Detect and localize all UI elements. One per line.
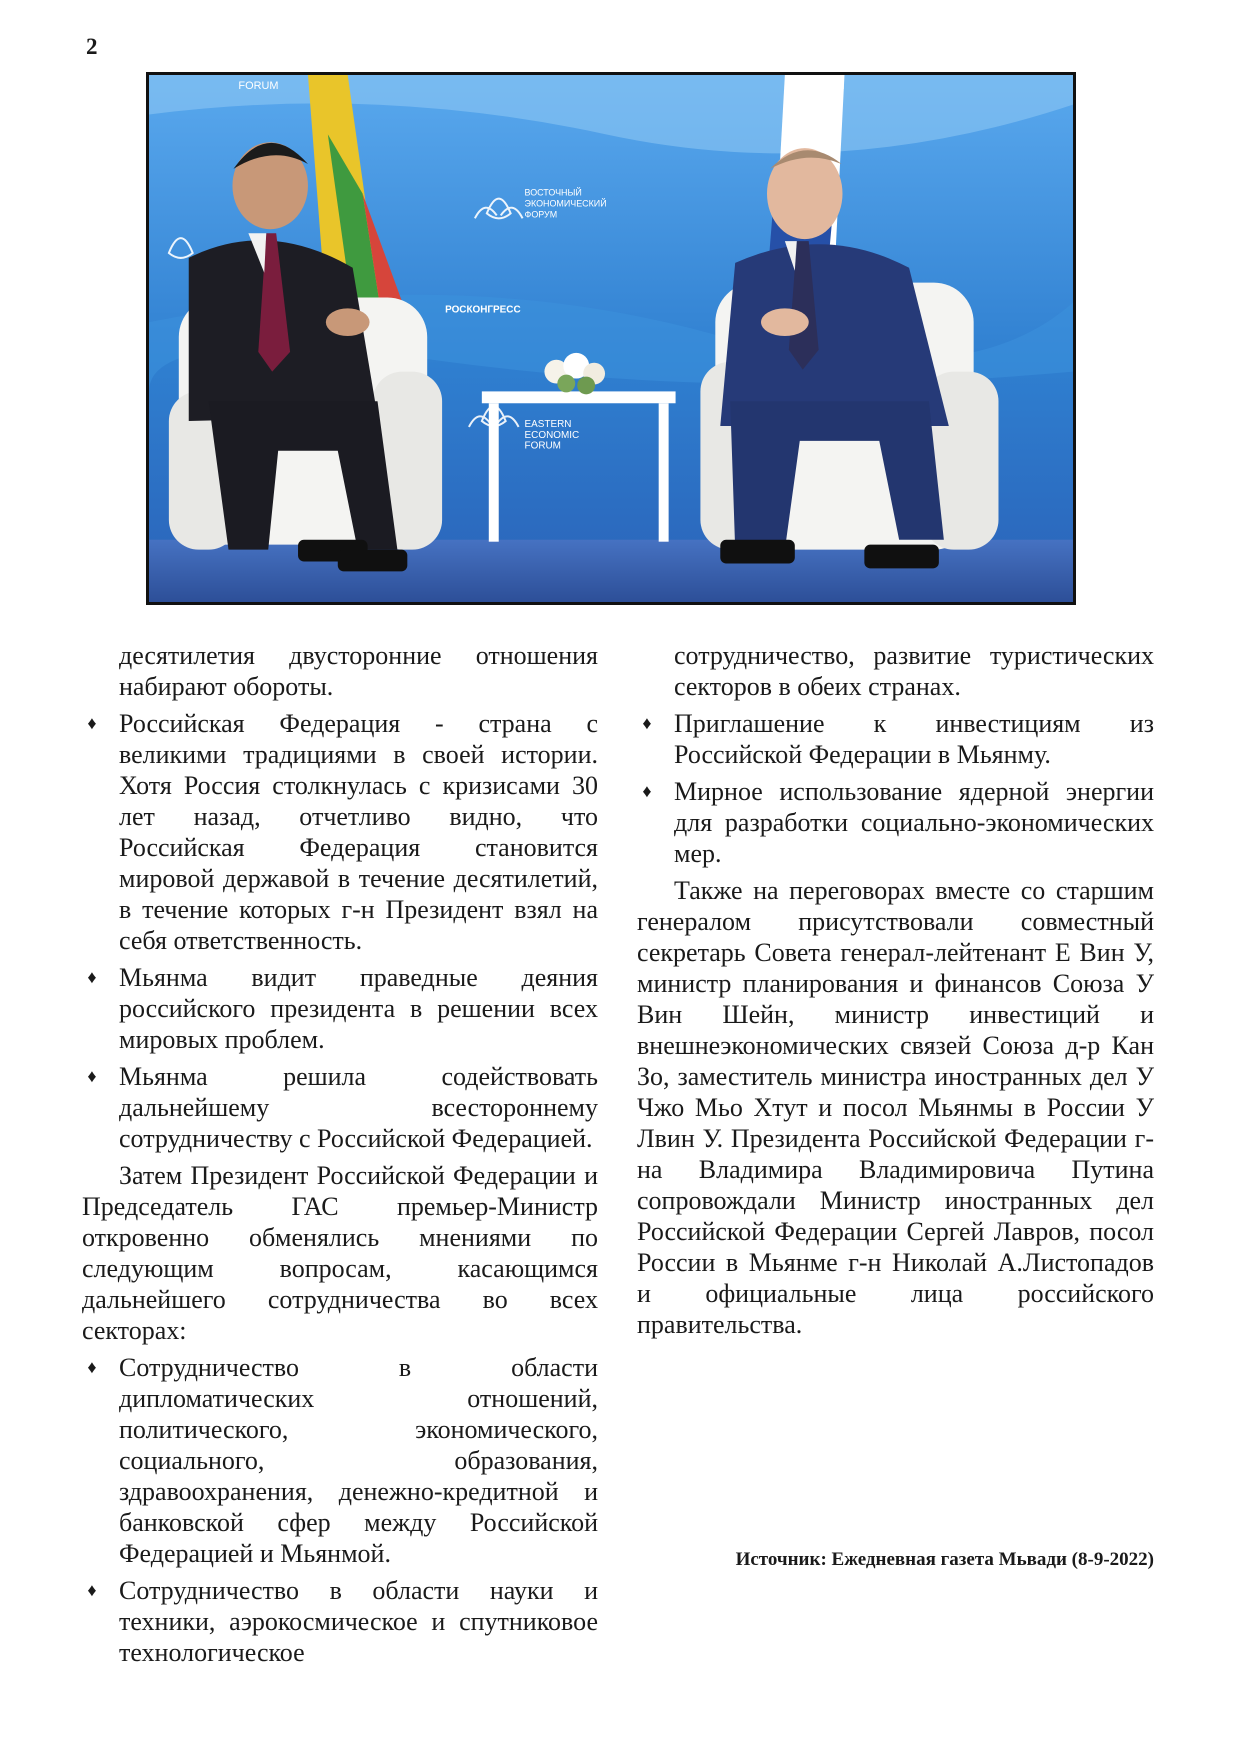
left-column [82, 640, 598, 1668]
bullet-text: Мьянма видит праведные деяния российского президента в решении всех мировых проблем. [119, 963, 598, 1054]
bullet-text: Мьянма решила содействовать дальнейшему всестороннему сотрудничеству с Российской Федерацией. [119, 1062, 598, 1153]
bullet-item [82, 708, 598, 956]
backdrop-text: ФОРУМ [524, 209, 558, 220]
bullet-text: Мирное использование ядерной энергии для разработки социально-экономических мер. [674, 777, 1154, 868]
backdrop-text: ECONOMIC [524, 429, 580, 441]
bullet-text: Сотрудничество в области науки и техники, аэрокосмическое и спутниковое технологическое [119, 1576, 598, 1667]
diamond-bullet-icon: ♦ [87, 1357, 97, 1377]
diamond-bullet-icon: ♦ [87, 1580, 97, 1600]
diamond-bullet-icon: ♦ [87, 967, 97, 987]
bullet-text: Сотрудничество в области дипломатических отношений, политического, экономического, социального, образования, здравоохранения, денежно-кредитной и банковской сфер между Российской Федерацией и Мьянмой. [119, 1353, 598, 1568]
bullet-item [82, 1575, 598, 1668]
meeting-photo-illustration [149, 75, 1073, 602]
bullet-item [82, 1352, 598, 1569]
source-citation: Источник: Ежедневная газета Мьвади (8-9-2022) [735, 1549, 1154, 1570]
bullet-item [82, 1061, 598, 1154]
bullet-item [637, 776, 1154, 869]
diamond-bullet-icon: ♦ [87, 713, 97, 733]
paragraph-continuation: десятилетия двусторонние отношения набирают обороты. [119, 641, 598, 701]
page-number: 2 [86, 34, 98, 59]
paragraph: Затем Президент Российской Федерации и Председатель ГАС премьер-Министр откровенно обменялись мнениями по следующим вопросам, касающимся дальнейшего сотрудничества во всех секторах: [82, 1161, 598, 1345]
bullet-item [82, 962, 598, 1055]
diamond-bullet-icon: ♦ [642, 713, 652, 733]
backdrop-text: ЭКОНОМИЧЕСКИЙ [524, 198, 607, 209]
paragraph-continuation: сотрудничество, развитие туристических секторов в обеих странах. [674, 641, 1154, 701]
bullet-item [637, 708, 1154, 770]
bullet-text: Российская Федерация - страна с великими традициями в своей истории. Хотя Россия столкнулась с кризисами 30 лет назад, отчетливо видно, что Российская Федерация становится мировой державой в течение десятилетий, в течение которых г-н Президент взял на себя ответственность. [119, 709, 598, 955]
diamond-bullet-icon: ♦ [642, 781, 652, 801]
backdrop-text: FORUM [238, 79, 279, 92]
backdrop-text: РОСКОНГРЕСС [445, 304, 521, 316]
backdrop-text: FORUM [524, 440, 561, 452]
meeting-photo [146, 72, 1076, 605]
paragraph: Также на переговорах вместе со старшим генералом присутствовали совместный секретарь Совета генерал-лейтенант Е Вин У, министр планирования и финансов Союза У Вин Шейн, министр инвестиций и внешнеэкономических связей Союза д-р Кан Зо, заместитель министра иностранных дел У Чжо Мьо Хтут и посол Мьянмы в России У Лвин У. Президента Российской Федерации г-на Владимира Владимировича Путина сопровождали Министр иностранных дел Российской Федерации Сергей Лавров, посол России в Мьянме г-н Николай А.Листопадов и официальные лица российского правительства. [637, 876, 1154, 1339]
backdrop-text: EASTERN [524, 419, 572, 430]
diamond-bullet-icon: ♦ [87, 1066, 97, 1086]
bullet-text: Приглашение к инвестициям из Российской Федерации в Мьянму. [674, 709, 1154, 769]
backdrop-text: ВОСТОЧНЫЙ [524, 187, 582, 198]
right-column [637, 640, 1154, 1340]
